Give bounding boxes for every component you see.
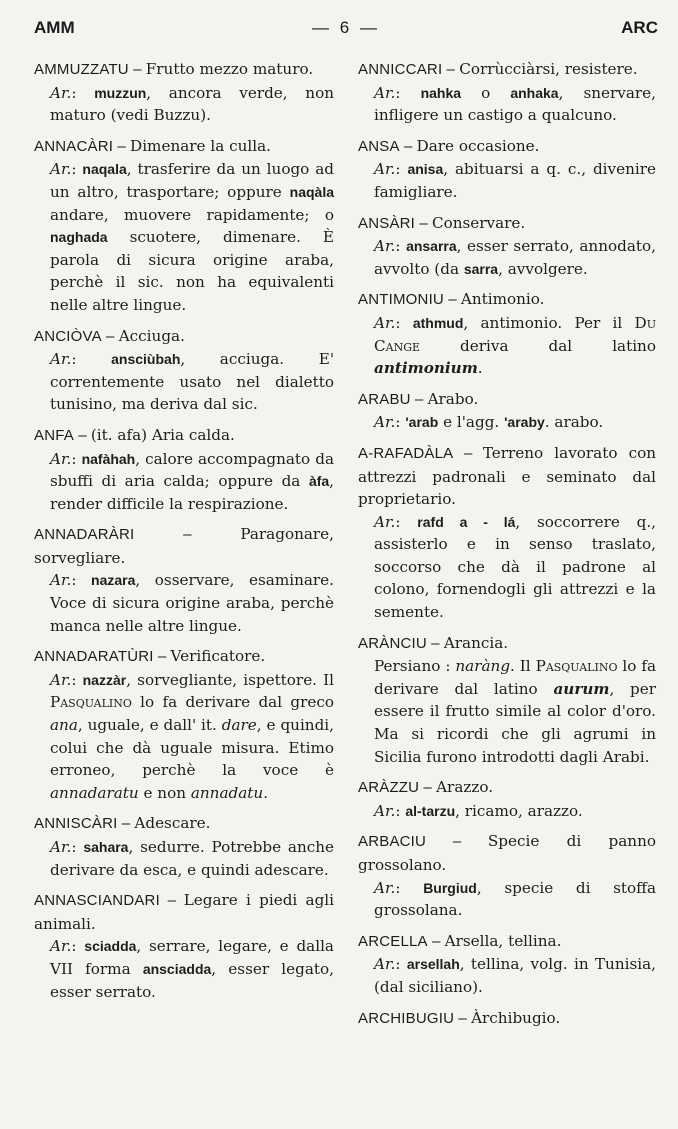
arabic-term: nafàhah bbox=[81, 450, 136, 467]
entry-etymology bbox=[34, 448, 334, 516]
dictionary-entry bbox=[34, 424, 334, 515]
entry-etymology bbox=[34, 935, 334, 1003]
etymology-text: . bbox=[263, 783, 269, 802]
entry-etymology bbox=[358, 411, 656, 434]
etymology-text: : bbox=[71, 838, 84, 856]
dictionary-entry bbox=[358, 58, 656, 127]
entry-etymology bbox=[358, 655, 656, 768]
entry-headword: ARCHIBUGIU bbox=[358, 1009, 455, 1027]
entry-headword: ANNICCARI bbox=[358, 61, 443, 78]
etymology-text: : bbox=[395, 955, 407, 974]
etymology-text: Persiano : bbox=[374, 657, 456, 676]
entry-etymology bbox=[358, 82, 656, 127]
entry-headword: ANSA bbox=[358, 137, 400, 155]
etymology-text: , snervare, infligere un castigo a qualcuno. bbox=[374, 83, 656, 125]
entry-etymology bbox=[34, 158, 334, 316]
arabic-term: nazara bbox=[91, 572, 136, 589]
entry-etymology bbox=[358, 877, 656, 922]
entry-separator: – bbox=[454, 1009, 472, 1027]
right-column bbox=[358, 58, 656, 1038]
entry-headword: ANNASCIANDARI bbox=[34, 892, 160, 910]
dictionary-entry bbox=[358, 388, 656, 434]
entry-headword: ANNADARATÙRI bbox=[34, 648, 154, 666]
etymology-text: : bbox=[71, 160, 83, 179]
entry-separator: – bbox=[426, 833, 488, 851]
entry-etymology bbox=[34, 82, 334, 127]
entry-headword: ARÀNCIU bbox=[358, 634, 427, 652]
etymology-text: : bbox=[395, 83, 421, 102]
entry-definition: Dimenare la culla. bbox=[130, 136, 271, 155]
emphasized-word: annadaratu bbox=[50, 783, 139, 802]
entry-separator: – bbox=[410, 390, 428, 408]
entry-headword: AMMUZZATU bbox=[34, 61, 129, 78]
dictionary-entry bbox=[358, 288, 656, 379]
etymology-text: : bbox=[395, 413, 406, 432]
language-label: Ar. bbox=[50, 571, 72, 590]
entry-definition: Conservare. bbox=[431, 213, 526, 232]
entry-definition: Verificatore. bbox=[170, 647, 266, 666]
language-label: Ar. bbox=[50, 838, 72, 856]
left-column bbox=[34, 58, 334, 1011]
entry-definition: Arancia. bbox=[443, 633, 509, 652]
entry-headword: ANTIMONIU bbox=[358, 291, 444, 309]
arabic-term: muzzun bbox=[94, 84, 147, 101]
etymology-text: andare, muovere rapidamente; o bbox=[50, 205, 334, 224]
language-label: Ar. bbox=[374, 237, 396, 256]
language-label: Ar. bbox=[50, 670, 72, 689]
etymology-text: : bbox=[71, 571, 92, 590]
entry-definition: Legare i piedi agli animali. bbox=[34, 891, 335, 933]
arabic-term: rafd a - lá bbox=[417, 513, 516, 530]
arabic-term: nahka bbox=[420, 84, 462, 101]
etymology-text: . arabo. bbox=[544, 413, 604, 432]
entry-definition: Corrùcciàrsi, resistere. bbox=[459, 60, 638, 78]
entry-definition: (it. afa) Aria calda. bbox=[90, 425, 235, 444]
author-name: Pasqualino bbox=[50, 693, 132, 712]
language-label: Ar. bbox=[374, 801, 396, 820]
etymology-text: : bbox=[71, 670, 83, 689]
etymology-text: , render difficile la respirazione. bbox=[50, 472, 334, 513]
header-left-guideword: AMM bbox=[34, 18, 75, 37]
etymology-text: , acciuga. E' correntemente usato nel dialetto tunisino, ma deriva dal sic. bbox=[50, 350, 334, 414]
etymology-text: , e quindi, colui che dà uguale misura. Etimo erroneo, perchè la voce è bbox=[50, 716, 334, 780]
emphasized-word: naràng bbox=[455, 657, 511, 676]
entry-etymology bbox=[34, 669, 334, 805]
etymology-text: , ancora verde, non maturo (vedi Buzzu). bbox=[50, 83, 334, 125]
entry-separator: – bbox=[128, 61, 146, 78]
language-label: Ar. bbox=[374, 413, 396, 432]
arabic-term: naqala bbox=[82, 161, 127, 178]
arabic-term: ansarra bbox=[406, 238, 457, 255]
etymology-text: : bbox=[395, 313, 413, 332]
dictionary-entry bbox=[358, 830, 656, 921]
etymology-text: o bbox=[461, 83, 511, 102]
etymology-text: . Il bbox=[510, 657, 536, 676]
language-label: Ar. bbox=[50, 83, 72, 102]
dictionary-entry bbox=[358, 135, 656, 204]
entry-etymology bbox=[358, 235, 656, 280]
entry-separator: – bbox=[113, 137, 131, 155]
entry-headword: ANNACÀRI bbox=[34, 137, 114, 155]
language-label: Ar. bbox=[374, 160, 396, 179]
entry-headword: ANCIÒVA bbox=[34, 327, 102, 345]
dictionary-entry bbox=[358, 930, 656, 999]
entry-headword: ARABU bbox=[358, 390, 411, 408]
etymology-text: , abituarsi a q. c., divenire famigliare. bbox=[374, 160, 656, 201]
emphasized-word: dare bbox=[221, 716, 257, 735]
page-number: — 6 — bbox=[312, 18, 380, 37]
emphasized-word: antimonium bbox=[374, 359, 478, 378]
entry-etymology bbox=[358, 312, 656, 380]
etymology-text: , per essere il frutto simile al color d'oro. Ma si ricordi che gli agrumi in Sicilia furono introdotti dagli Arabi. bbox=[374, 679, 656, 766]
dictionary-entry bbox=[34, 58, 334, 127]
entry-headword: ANNADARÀRI bbox=[34, 526, 135, 544]
etymology-text: , osservare, esaminare. Voce di sicura origine araba, perchè manca nelle altre lingue. bbox=[50, 571, 334, 635]
etymology-text: : bbox=[395, 237, 407, 256]
entry-definition: Arazzo. bbox=[436, 778, 494, 797]
etymology-text: : bbox=[395, 878, 424, 897]
etymology-text: : bbox=[71, 83, 95, 102]
entry-etymology bbox=[358, 800, 656, 823]
arabic-term: ansciadda bbox=[142, 960, 212, 977]
arabic-term: 'arab bbox=[405, 414, 439, 431]
arabic-term: sarra bbox=[463, 260, 499, 277]
etymology-text: , soccorrere q., assisterlo e in senso traslato, soccorso che dà il padrone al colono, fornendogli gli attrezzi e la semente. bbox=[374, 512, 656, 622]
dictionary-entry bbox=[34, 523, 334, 637]
language-label: Ar. bbox=[374, 955, 396, 974]
entry-separator: – bbox=[117, 815, 135, 833]
etymology-text: deriva dal latino bbox=[420, 336, 656, 355]
entry-separator: – bbox=[399, 137, 417, 155]
dictionary-entry bbox=[34, 135, 334, 317]
etymology-text: : bbox=[71, 350, 112, 369]
entry-separator: – bbox=[134, 526, 241, 544]
language-label: Ar. bbox=[50, 449, 72, 468]
entry-separator: – bbox=[443, 291, 461, 309]
entry-headword: ANNISCÀRI bbox=[34, 815, 118, 833]
entry-definition: Paragonare, sorvegliare. bbox=[34, 525, 334, 567]
language-label: Ar. bbox=[374, 512, 396, 531]
etymology-text: : bbox=[71, 937, 85, 956]
entry-headword: ANSÀRI bbox=[358, 214, 416, 232]
entry-separator: – bbox=[159, 892, 184, 910]
etymology-text: , calore accompagnato da sbuffi di aria calda; oppure da bbox=[50, 449, 334, 491]
entry-separator: – bbox=[426, 634, 444, 652]
etymology-text: , esser legato, esser serrato. bbox=[50, 959, 334, 1001]
etymology-text: : bbox=[71, 449, 82, 468]
entry-definition: Àrchibugio. bbox=[471, 1008, 561, 1027]
entry-etymology bbox=[34, 348, 334, 416]
etymology-text: , avvolgere. bbox=[498, 259, 588, 278]
entry-definition: Arabo. bbox=[427, 389, 479, 408]
etymology-text: e l'agg. bbox=[438, 413, 505, 432]
etymology-text: , uguale, e dall' it. bbox=[77, 716, 222, 735]
entry-definition: Acciuga. bbox=[118, 326, 185, 345]
arabic-term: anisa bbox=[407, 161, 444, 178]
entry-headword: ANFA bbox=[34, 426, 74, 444]
etymology-text: lo fa derivare dal latino bbox=[374, 657, 657, 698]
entry-headword: ARBACIU bbox=[358, 833, 427, 851]
entry-definition: Dare occasione. bbox=[416, 136, 540, 155]
etymology-text: , sorvegliante, ispettore. Il bbox=[126, 670, 334, 689]
entry-etymology bbox=[34, 836, 334, 881]
dictionary-entry bbox=[358, 442, 656, 624]
language-label: Ar. bbox=[374, 83, 396, 102]
author-name: Du Cange bbox=[374, 313, 656, 355]
dictionary-entry bbox=[358, 776, 656, 822]
etymology-text: : bbox=[395, 512, 418, 531]
language-label: Ar. bbox=[50, 937, 72, 956]
entry-definition: Terreno lavorato con attrezzi padronali e seminato dal proprietario. bbox=[358, 443, 657, 509]
entry-headword: ARCELLA bbox=[358, 932, 428, 950]
etymology-text: , serrare, legare, e dalla VII forma bbox=[50, 937, 334, 978]
etymology-text: : bbox=[395, 801, 406, 820]
entry-separator: – bbox=[427, 932, 445, 950]
emphasized-word: ana bbox=[50, 716, 78, 735]
arabic-term: sahara bbox=[83, 839, 129, 855]
entry-definition: Antimonio. bbox=[460, 290, 545, 309]
etymology-text: , specie di stoffa grossolana. bbox=[374, 878, 656, 920]
emphasized-word: annadatu bbox=[190, 783, 264, 802]
entry-separator: – bbox=[419, 779, 437, 797]
entry-etymology bbox=[358, 158, 656, 203]
entry-separator: – bbox=[415, 214, 432, 232]
etymology-text: , ricamo, arazzo. bbox=[455, 801, 583, 820]
arabic-term: ansciùbah bbox=[111, 351, 181, 368]
entry-definition: Specie di panno grossolano. bbox=[358, 832, 657, 874]
etymology-text: lo fa derivare dal greco bbox=[131, 693, 334, 712]
entry-headword: A-RAFADÀLA bbox=[358, 444, 454, 462]
arabic-term: 'araby bbox=[504, 414, 545, 431]
dictionary-entry bbox=[34, 889, 334, 1003]
dictionary-entry bbox=[34, 645, 334, 804]
language-label: Ar. bbox=[374, 313, 396, 332]
entry-definition: Arsella, tellina. bbox=[444, 931, 562, 950]
author-name: Pasqualino bbox=[535, 657, 618, 676]
arabic-term: al-tarzu bbox=[405, 802, 456, 819]
dictionary-entry bbox=[34, 812, 334, 881]
entry-separator: – bbox=[73, 426, 91, 444]
arabic-term: nazzàr bbox=[82, 671, 127, 688]
arabic-term: àfa bbox=[308, 473, 330, 490]
entry-separator: – bbox=[442, 61, 460, 78]
arabic-term: naghada bbox=[50, 229, 108, 246]
dictionary-entry bbox=[358, 632, 656, 769]
entry-separator: – bbox=[101, 327, 119, 345]
arabic-term: athmud bbox=[412, 314, 464, 331]
arabic-term: arsellah bbox=[406, 956, 460, 973]
etymology-text: , esser serrato, annodato, avvolto (da bbox=[374, 237, 656, 278]
dictionary-entry bbox=[358, 1007, 656, 1031]
dictionary-entry bbox=[358, 212, 656, 281]
emphasized-word: aurum bbox=[553, 679, 610, 698]
header-right-guideword: ARC bbox=[621, 18, 658, 37]
entry-etymology bbox=[358, 511, 656, 624]
arabic-term: Burgiud bbox=[423, 879, 477, 896]
entry-separator: – bbox=[453, 444, 483, 462]
etymology-text: scuotere, dimenare. È parola di sicura origine araba, perchè il sic. non ha equivalenti nelle altre lingue. bbox=[50, 228, 334, 314]
language-label: Ar. bbox=[50, 160, 72, 179]
arabic-term: naqàla bbox=[289, 183, 334, 200]
entry-separator: – bbox=[153, 648, 171, 666]
etymology-text: . bbox=[477, 359, 483, 378]
dictionary-entry bbox=[34, 325, 334, 416]
etymology-text: , trasferire da un luogo ad un altro, trasportare; oppure bbox=[50, 160, 334, 201]
language-label: Ar. bbox=[374, 878, 396, 897]
etymology-text: , antimonio. Per il bbox=[463, 313, 635, 332]
entry-etymology bbox=[358, 953, 656, 998]
arabic-term: sciadda bbox=[84, 938, 137, 955]
etymology-text: e non bbox=[138, 783, 191, 802]
page-header bbox=[34, 18, 658, 44]
entry-definition: Adescare. bbox=[134, 814, 211, 833]
arabic-term: anhaka bbox=[510, 84, 559, 101]
language-label: Ar. bbox=[50, 350, 72, 369]
etymology-text: , tellina, volg. in Tunisia, (dal siciliano). bbox=[374, 955, 656, 996]
etymology-text: , sedurre. Potrebbe anche derivare da esca, e quindi adescare. bbox=[50, 838, 334, 879]
etymology-text: : bbox=[395, 160, 408, 179]
entry-definition: Frutto mezzo maturo. bbox=[145, 60, 314, 78]
entry-headword: ARÀZZU bbox=[358, 779, 420, 797]
entry-etymology bbox=[34, 569, 334, 637]
